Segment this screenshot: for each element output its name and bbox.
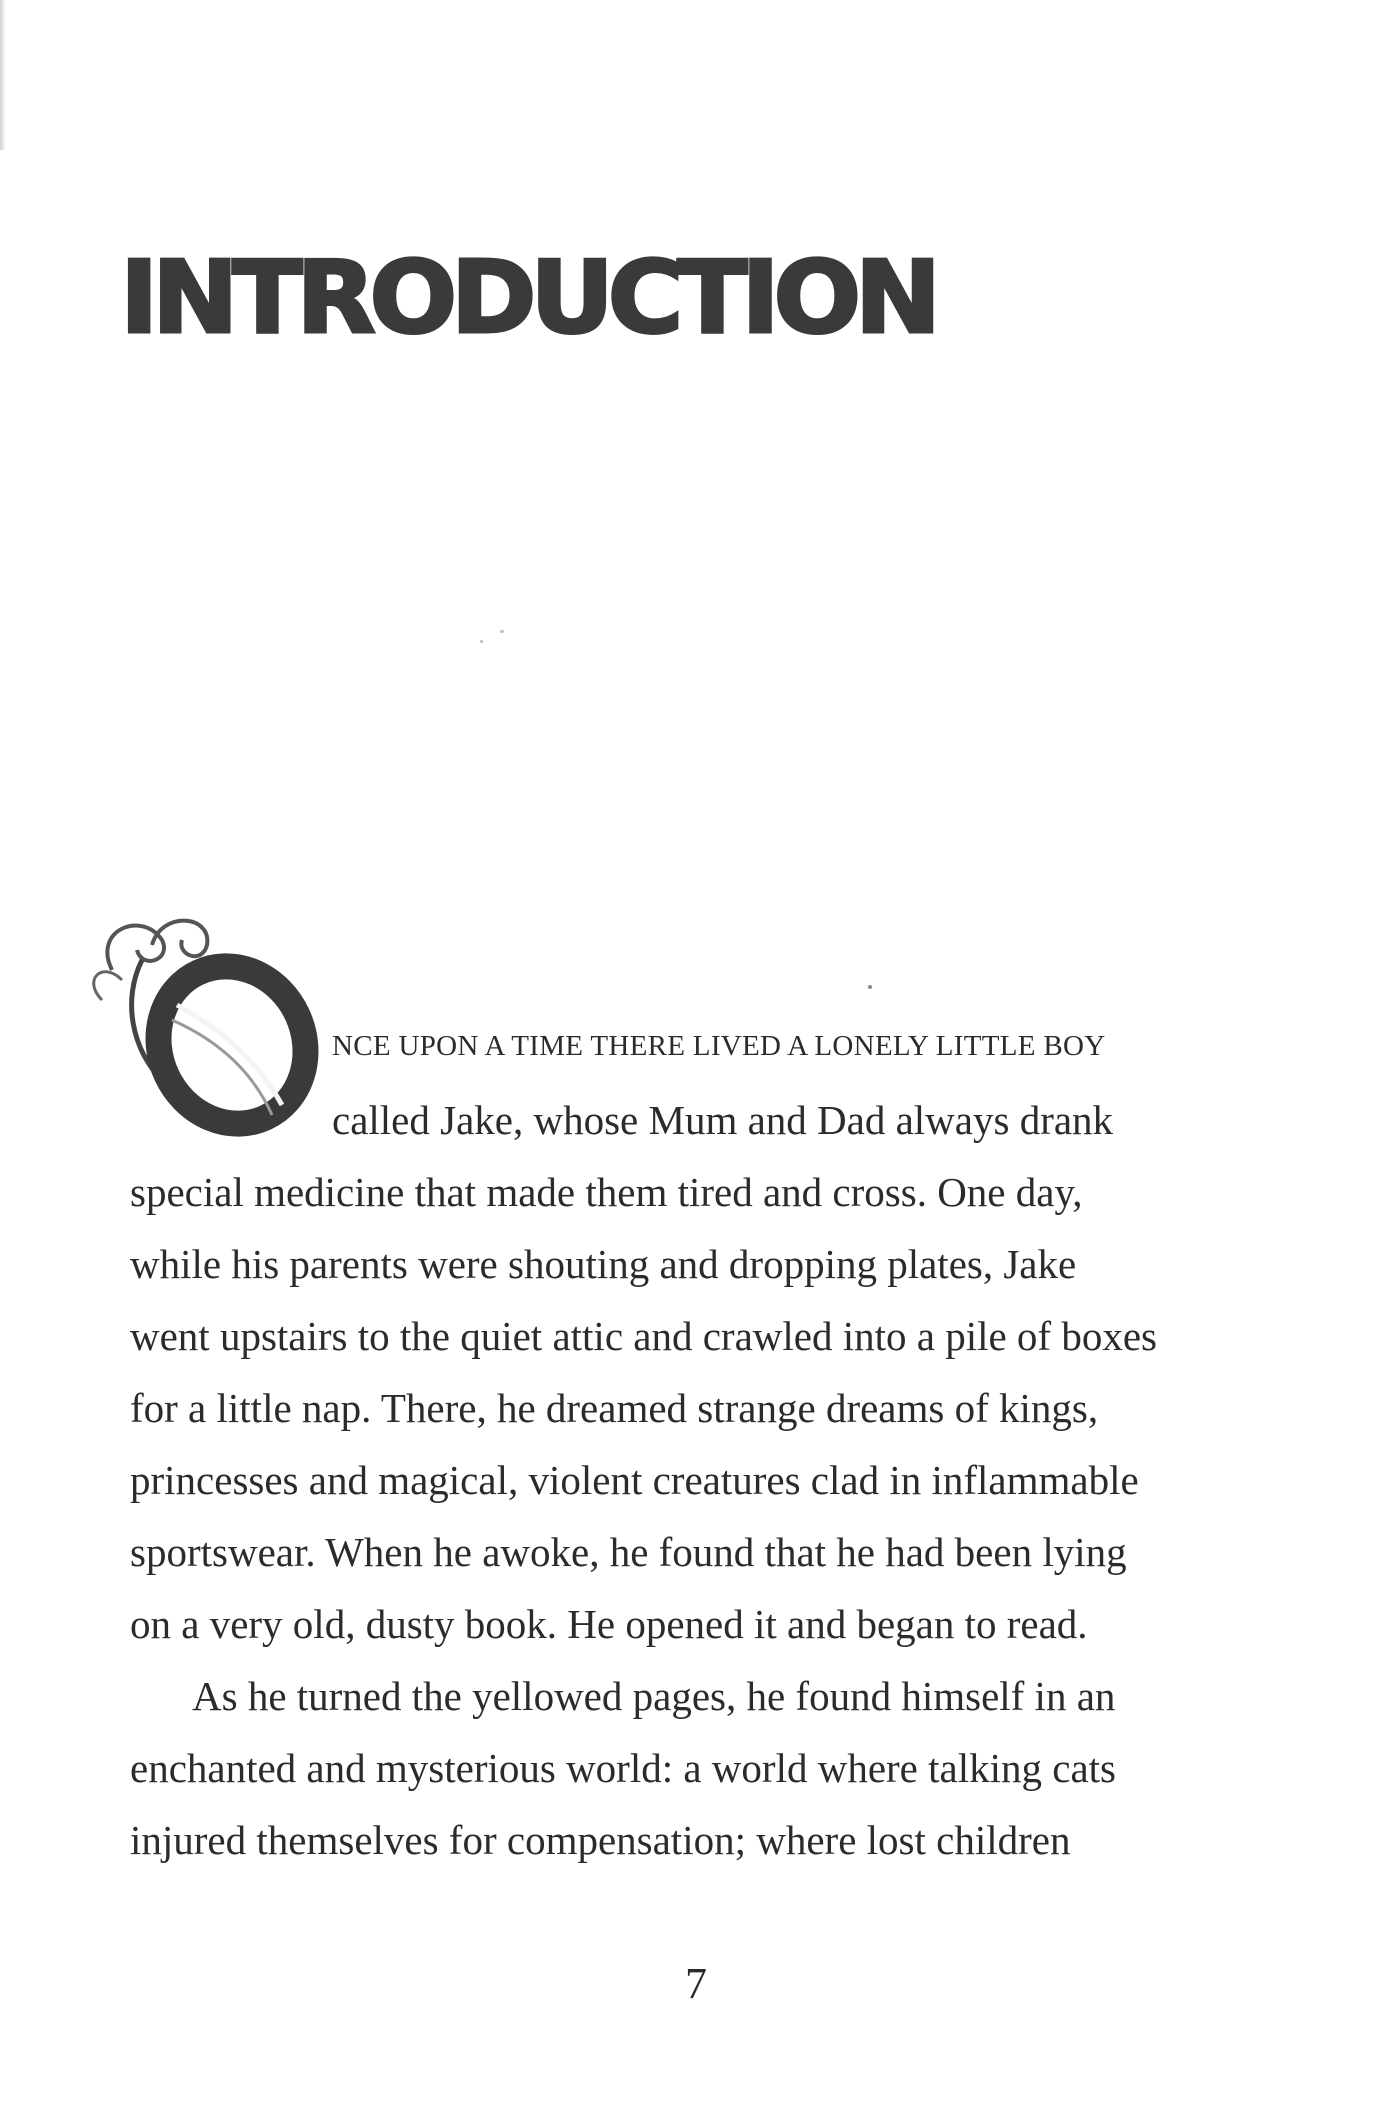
- chapter-title-text: INTRODUCTION: [120, 239, 935, 356]
- text-line: went upstairs to the quiet attic and crawled into a pile of boxes: [130, 1313, 1157, 1359]
- scan-edge-shadow: [0, 0, 6, 150]
- scan-speck: [868, 985, 872, 989]
- text-line: called Jake, whose Mum and Dad always drank: [332, 1097, 1114, 1143]
- text-line: sportswear. When he awoke, he found that he had been lying: [130, 1529, 1127, 1575]
- paragraph-1: [130, 1084, 1270, 1660]
- opening-small-caps: NCE UPON A TIME THERE LIVED A LONELY LITTLE BOY: [332, 1030, 1106, 1062]
- paragraph-2: [130, 1660, 1270, 1876]
- text-line: As he turned the yellowed pages, he found himself in an: [192, 1673, 1116, 1719]
- text-line: while his parents were shouting and dropping plates, Jake: [130, 1241, 1077, 1287]
- chapter-title: [120, 239, 940, 356]
- text-line: on a very old, dusty book. He opened it and began to read.: [130, 1601, 1088, 1647]
- scan-speck: [480, 640, 483, 643]
- scan-speck: [500, 630, 504, 633]
- text-line: enchanted and mysterious world: a world where talking cats: [130, 1745, 1116, 1791]
- text-line: princesses and magical, violent creatures clad in inflammable: [130, 1457, 1139, 1503]
- text-line: for a little nap. There, he dreamed strange dreams of kings,: [130, 1385, 1099, 1431]
- text-line: injured themselves for compensation; where lost children: [130, 1817, 1071, 1863]
- drop-cap-letter: O: [231, 1070, 233, 1071]
- page-number: 7: [685, 1959, 707, 2008]
- text-line: special medicine that made them tired and cross. One day,: [130, 1169, 1083, 1215]
- chapter-title-lettering: [120, 239, 940, 356]
